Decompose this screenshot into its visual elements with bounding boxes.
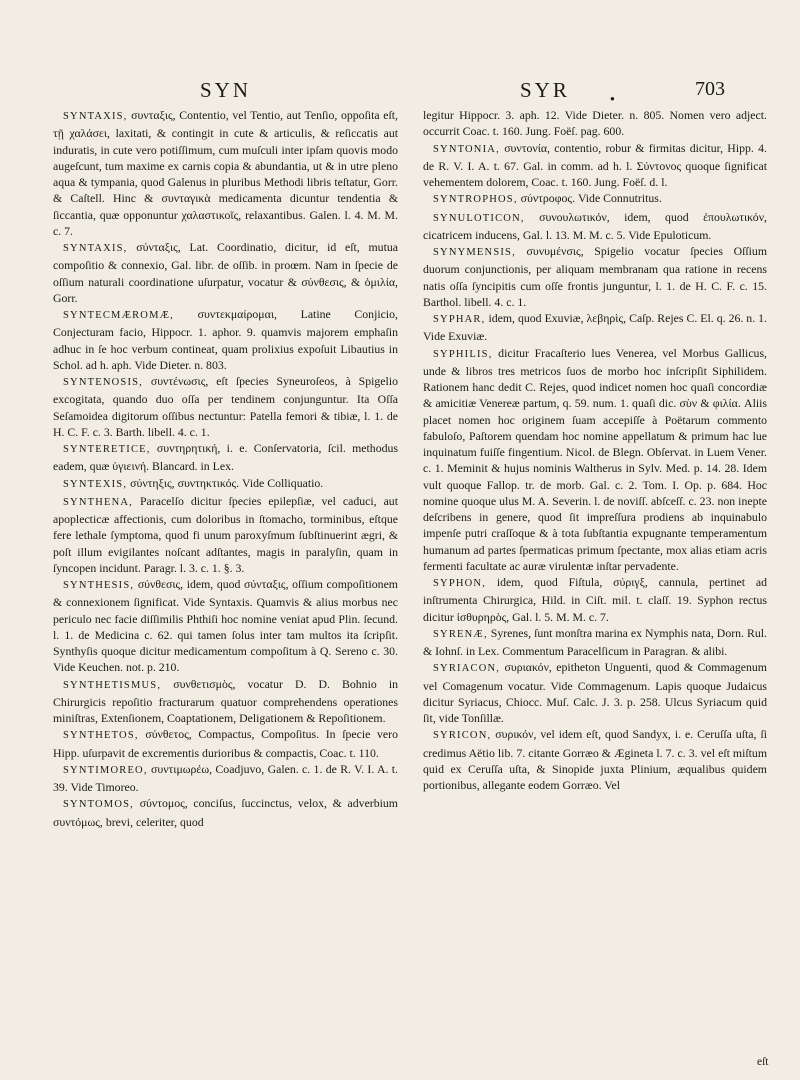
dictionary-entry <box>423 243 767 310</box>
entry-text: συντένωσις, eſt ſpecies Syneuroſeos, à Spigelio excogitata, quando duo oſſa per tendinem conjunguntur. Ita Oſſa Seſamoidea digitorum oſſibus nectuntur: Patella femori & tibiæ, l. 1. de H. C. F. c. 3. Barth. libell. 4. c. 1. <box>53 374 398 439</box>
entry-headword: SYNULOTICON, <box>433 212 525 224</box>
dictionary-entry <box>53 726 398 761</box>
dictionary-entry <box>53 306 398 373</box>
entry-text: συντονία, contentio, robur & firmitas dicitur, Hipp. 4. de R. V. I. A. t. 67. Gal. in comm. ad h. l. Σύντονος quoque ſignificat vehementem dolorem, Coac. t. 160. Jung. Foëſ. d. l. <box>423 140 767 189</box>
running-head-center: SYR <box>520 78 570 102</box>
dictionary-entry <box>423 726 767 793</box>
dictionary-entry <box>423 107 767 140</box>
entry-headword: SYNTHENA, <box>63 496 134 508</box>
entry-text: σύνθεσις, idem, quod σύνταξις, oſſium compoſitionem & connexionem ſignificat. Vide Syntaxis. Quamvis & alius morbus nec periculo nec facie diſſimilis Phthiſi hoc nomine veniat apud Plin. ſecund. l. 1. de Medicina c. 62. qui tamen ſolus inter tam multos ita ſcripſit. Synthyſis quoque dicitur medicamentum compoſitum à Q. Sereno c. 30. Vide Keuchen. not. p. 210. <box>53 577 398 675</box>
dictionary-entry <box>53 761 398 796</box>
dictionary-entry <box>423 625 767 660</box>
entry-text: συνυμένσις, Spigelio vocatur ſpecies Oſſium duorum conjunctionis, per aliquam membranam qua ratione in recens natis oſſa ſyncipitis cum oſſe frontis junguntur, l. 1. de H. C. F. c. 15. Barthol. libell. 4. c. 1. <box>423 244 767 309</box>
entry-headword: SYNTHETOS, <box>63 730 139 742</box>
entry-headword: SYNYMENSIS, <box>433 247 516 258</box>
entry-headword: SYRIACON, <box>433 663 501 675</box>
dictionary-entry <box>423 190 767 208</box>
entry-text: legitur Hippocr. 3. aph. 12. Vide Dieter. n. 805. Nomen vero adject. occurrit Coac. t. 160. Jung. Foëſ. pag. 600. <box>423 108 767 139</box>
dictionary-entry <box>53 676 398 727</box>
entry-headword: SYNTAXIS, <box>63 111 128 122</box>
dictionary-entry <box>53 107 398 239</box>
entry-text: dicitur Fracaſterio lues Venerea, vel Morbus Gallicus, unde & libros tres metricos ſuos de morbo hoc inſcripſit Siphilidem. Rationem hanc dedit C. Rejes, quod indicet nomen hoc quaſi concordiæ & amicitiæ Venereæ partum, q. 59. num. 1. quaſi dic. σὺν & φιλία. Aliis placet nomen hoc originem ſuam accepiſſe à Poëtarum commento fabuloſo, Paſtorem quendam hoc nomine appellatum & primum hac lue inquinatum fuiſſe fingentium. Nicol. de Blegn. Obſervat. in Luem Vener. c. 1. Meminit & hujus nominis Waltherus in Sylv. Med. p. 14. 28. Idem vult quoque Fallop. tr. de morb. Gal. c. 2. Tom. I. Op. p. 684. Hoc nomine quoque ulus M. A. Severin. l. de noviſſ. abſceſſ. c. 23. non inepte deſcribens in genere, quod ſit impreſſura prodiens ab inquinabulo impenſe putri craſſoque & à tota ſubſtantia expugnante temperamentum humanum ad partes ſpermaticas primum ſpectante, mox alias etiam acris fermenti facultate ac auræ virulentæ inſtar pervadente. <box>423 345 767 573</box>
page-number: 703 <box>695 78 725 100</box>
dictionary-entry <box>53 493 398 576</box>
entry-headword: SYPHILIS, <box>433 348 493 360</box>
entry-headword: SYNTROPHOS, <box>433 194 518 206</box>
dictionary-entry <box>53 475 398 493</box>
entry-headword: SYNTERETICE, <box>63 444 151 455</box>
entry-text: σύνταξις, Lat. Coordinatio, dicitur, id eſt, mutua compoſitio & connexio, Gal. libr. de oſſib. in proœm. Nam in ſpecie de oſſium naturali coordinatione uſurpatur, vocatur & σύνθεσις, & ὁμιλία, Gorr. <box>53 240 398 305</box>
dictionary-entry <box>423 659 767 726</box>
entry-headword: SYNTAXIS, <box>63 243 128 254</box>
entry-headword: SYNTEXIS, <box>63 478 128 490</box>
entry-text: συρικόν, vel idem eſt, quod Sandyx, i. e. Ceruſſa uſta, ſi credimus Aëtio lib. 7. citante Gorræo & Ægineta l. 7. c. 3. vel eſt miſtum quid ex Ceruſſa uſta, & Sinopide juxta Plinium, æqualibus quidem portionibus, allegante eodem Gorræo. Vel <box>423 727 767 792</box>
running-head-left: SYN <box>200 78 252 102</box>
dictionary-entry <box>53 239 398 306</box>
entry-text: συντηρητική, i. e. Conſervatoria, ſcil. methodus eadem, quæ ὑγιεινή. Blancard. in Lex. <box>53 441 398 474</box>
entry-headword: SYNTHESIS, <box>63 580 135 591</box>
entry-headword: SYNTOMOS, <box>63 799 134 811</box>
dictionary-entry <box>423 574 767 625</box>
entry-text: συνουλωτικόν, idem, quod ἐπουλωτικόν, cicatricem inducens, Gal. l. 13. M. M. c. 5. Vide Epuloticum. <box>423 209 767 242</box>
left-column <box>53 107 398 830</box>
dictionary-entry <box>53 576 398 676</box>
entry-text: Paracelſo dicitur ſpecies epilepſiæ, vel caduci, aut apoplecticæ affectionis, cum doloribus in ſtomacho, torminibus, eſtque fere lethale ſymptoma, quod fi unum paroxyſmum ſubſtinuerint ægri, & poſt illum evigilantes noſcant adſtantes, magis in paralyſin, quam in ſyncopen incidunt. Paragr. l. 3. c. 1. §. 3. <box>53 493 398 575</box>
entry-headword: SYNTONIA, <box>433 143 500 155</box>
dictionary-entry <box>423 209 767 244</box>
dictionary-entry <box>53 795 398 830</box>
catchword: eſt <box>757 1056 769 1068</box>
entry-text: συντεκμαίρομαι, Latine Conjicio, Conjecturam facio, Hippocr. 1. aphor. 9. quamvis majorem emphaſin adhuc in ſe hoc verbum contineat, quam prolixius expoſuit Libautius in Schol. ad h. aph. Vide Dieter. n. 803. <box>53 307 398 372</box>
entry-headword: SYNTECMÆROMÆ, <box>63 310 174 321</box>
entry-headword: SYRENÆ, <box>433 628 488 640</box>
entry-text: σύντηξις, συντηκτικός. Vide Colliquatio. <box>127 475 324 490</box>
dictionary-entry <box>423 345 767 575</box>
entry-text: συντιμωρέω, Coadjuvo, Galen. c. 1. de R. V. I. A. t. 39. Vide Timoreo. <box>53 761 398 794</box>
entry-text: σύνθετος, Compactus, Compoſitus. In ſpecie vero Hipp. uſurpavit de excrementis durioribus & compactis, Coac. t. 110. <box>53 727 398 760</box>
entry-text: Syrenes, ſunt monſtra marina ex Nymphis nata, Dorn. Rul. & Iohnſ. in Lex. Commentum Paracelſicum in Paragran. & alibi. <box>423 625 767 658</box>
right-column <box>423 107 767 793</box>
entry-headword: SYPHON, <box>433 578 487 589</box>
printer-mark: ● <box>610 94 615 103</box>
entry-text: idem, quod Exuviæ, λεβηρὶς, Caſp. Rejes C. El. q. 26. n. 1. Vide Exuviæ. <box>423 311 767 344</box>
entry-text: συνταξις, Contentio, vel Tentio, aut Tenſio, oppoſita eſt, τῇ χαλάσει, laxitati, & contingit in cute & articulis, & reſiccatis aut induratis, in cute vero potiſſimum, cum muſculi inter ipſam quovis modo augeſcunt, tum maxime ex carnis copia & abundantia, ut & in utre pleno aqua & tympania, quod Galenus in pluribus Methodi libris teſtatur, Gorr. & Caſtell. Hinc & συνταγικὰ medicamenta dicuntur tendentia & ſiccantia, quæ opponuntur χαλαστικοῖς, relaxantibus. Galen. l. 4. M. M. c. 7. <box>53 108 398 238</box>
entry-headword: SYNTHETISMUS, <box>63 679 162 691</box>
entry-headword: SYPHAR, <box>433 314 486 325</box>
entry-text: σύντροφος. Vide Connutritus. <box>517 191 662 206</box>
dictionary-entry <box>423 310 767 345</box>
entry-text: σύντομος, conciſus, ſuccinctus, velox, & adverbium συντόμως, brevi, celeriter, quod <box>53 796 398 829</box>
entry-text: συνθετισμὸς, vocatur D. D. Bohnio in Chirurgicis repoſitio fracturarum quatuor comprehendens operationes miniſtras, Extenſionem, Coaptationem, Deligationem & Repoſitionem. <box>53 676 398 725</box>
dictionary-entry <box>53 440 398 475</box>
entry-text: συριακόν, epitheton Unguenti, quod & Commagenum vel Comagenum vocatur. Vide Commagenum. Lapis quoque Judaicus dicitur Syriacus, Chiocc. Muſ. Calc. J. 3. p. 258. Ulcus Syriacum quid ſit, vide Tonſillæ. <box>423 660 767 725</box>
entry-headword: SYNTIMOREO, <box>63 764 148 776</box>
entry-text: idem, quod Fiſtula, σύριγξ, cannula, pertinet ad inſtrumenta Chirurgica, Hild. in Ciſt. mil. t. claſſ. 19. Syphon rectus dicitur ἰσθυρηρὸς, Gal. l. 5. M. M. c. 7. <box>423 575 767 624</box>
entry-headword: SYNTENOSIS, <box>63 377 143 388</box>
dictionary-entry <box>423 140 767 191</box>
dictionary-entry <box>53 373 398 440</box>
entry-headword: SYRICON, <box>433 730 492 742</box>
